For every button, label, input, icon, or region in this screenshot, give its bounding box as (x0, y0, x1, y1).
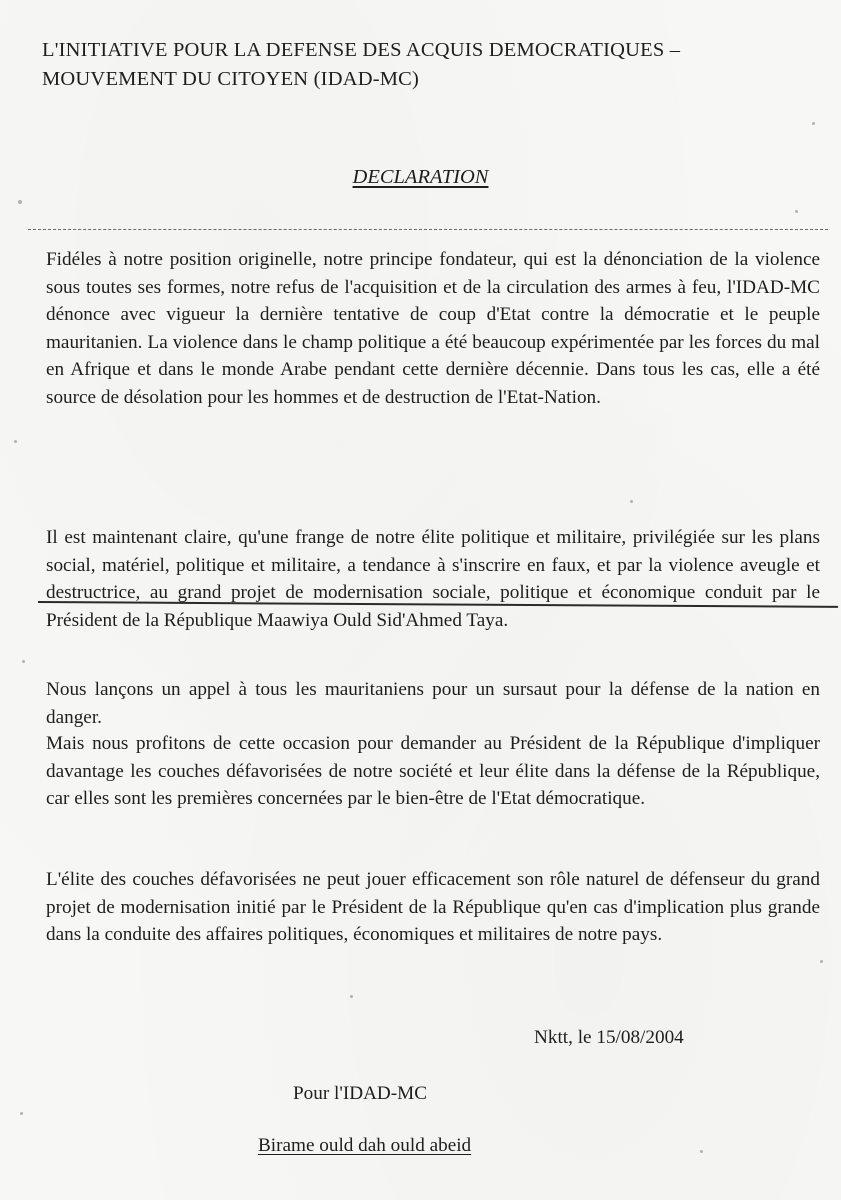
header-line-1: L'INITIATIVE POUR LA DEFENSE DES ACQUIS DEMOCRATIQUES – (42, 39, 681, 61)
paragraph-5: L'élite des couches défavorisées ne peut jouer efficacement son rôle naturel de défenseur du grand projet de modernisation initié par le Président de la République qu'en cas d'implication plus grande dans la conduite des affaires politiques, économiques et militaires de notre pays. (46, 869, 820, 946)
document-title: DECLARATION (352, 166, 489, 188)
closing-line: Pour l'IDAD-MC (293, 1083, 428, 1104)
scan-speck (820, 960, 823, 963)
scan-speck (14, 440, 17, 443)
date-line: Nktt, le 15/08/2004 (534, 1027, 684, 1048)
dashed-separator (28, 229, 828, 230)
signatory-name: Birame ould dah ould abeid (258, 1135, 472, 1156)
scan-speck (630, 500, 633, 503)
scan-speck (700, 1150, 703, 1153)
paragraph-3: Nous lançons un appel à tous les mauritaniens pour un sursaut pour la défense de la nation en danger. (46, 679, 820, 728)
organization-header (42, 36, 822, 94)
paragraph-1: Fidéles à notre position originelle, notre principe fondateur, qui est la dénonciation de la violence sous toutes ses formes, notre refus de l'acquisition et de la circulation des armes à feu, l'IDAD-MC dénonce avec vigueur la dernière tentative de coup d'Etat contre la démocratie et le peuple mauritanien. La violence dans le champ politique a été beaucoup expérimentée par les forces du mal en Afrique et dans le monde Arabe pendant cette dernière décennie. Dans tous les cas, elle a été source de désolation pour les hommes et de destruction de l'Etat-Nation. (46, 249, 820, 408)
header-line-2: MOUVEMENT DU CITOYEN (IDAD-MC) (42, 68, 420, 90)
paragraph-2: Il est maintenant claire, qu'une frange de notre élite politique et militaire, privilégiée sur les plans social, matériel, politique et militaire, a tendance à s'inscrire en faux, et par la violence aveugle et destructrice, au grand projet de modernisation sociale, politique et économique conduit par le Président de la République Maawiya Ould Sid'Ahmed Taya. (46, 527, 820, 631)
paragraph-4: Mais nous profitons de cette occasion pour demander au Président de la République d'impliquer davantage les couches défavorisées de notre société et leur élite dans la défense de la République, car elles sont les premières concernées par le bien-être de l'Etat démocratique. (46, 733, 820, 810)
scan-speck (795, 210, 798, 213)
scan-speck (20, 1112, 23, 1115)
scan-speck (350, 995, 353, 998)
scan-speck (18, 200, 22, 204)
scan-speck (22, 660, 25, 663)
scan-speck (812, 122, 815, 125)
